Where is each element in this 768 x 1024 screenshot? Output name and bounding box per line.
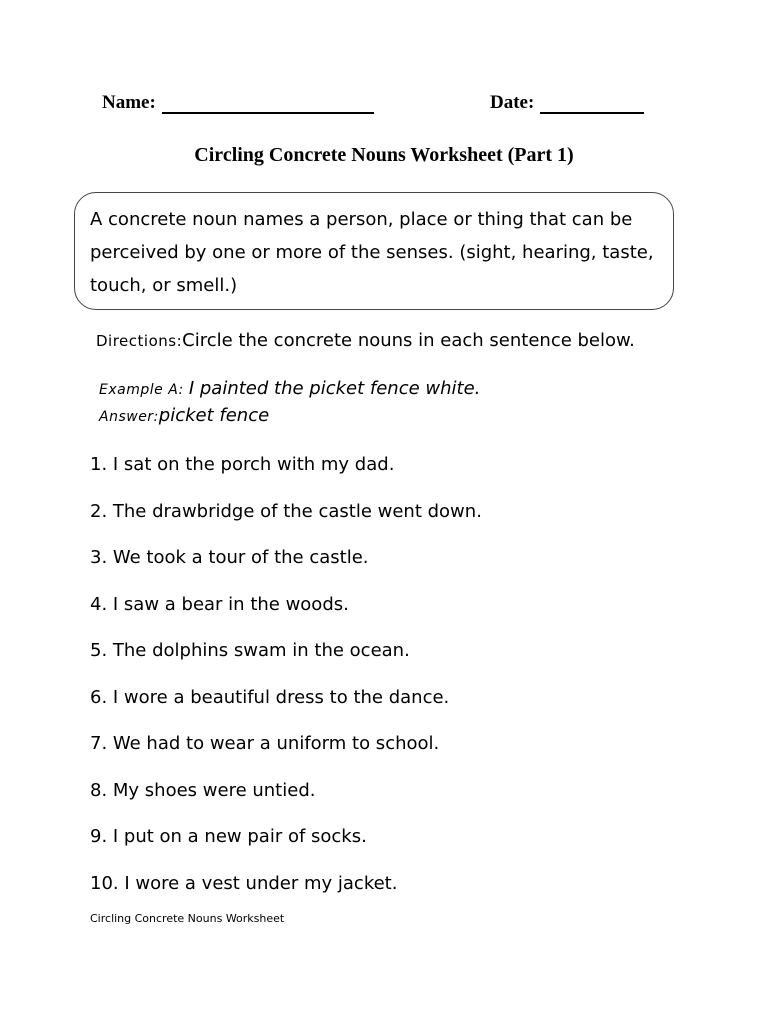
definition-line-1: A concrete noun names a person, place or thing that can be [90, 209, 633, 230]
definition-box [74, 192, 674, 310]
name-blank-line [162, 94, 374, 114]
question-item: 9. I put on a new pair of socks. [90, 826, 367, 847]
answer-label: Answer: [99, 409, 159, 425]
example-a [99, 378, 480, 399]
footer-text: Circling Concrete Nouns Worksheet [90, 912, 285, 925]
name-field [102, 92, 374, 114]
question-item: 10. I wore a vest under my jacket. [90, 872, 398, 894]
question-list [90, 452, 482, 917]
question-item: 4. I saw a bear in the woods. [90, 593, 349, 615]
date-field [490, 92, 644, 114]
directions [96, 330, 635, 351]
question-item: 8. My shoes were untied. [90, 779, 316, 801]
example-sentence: I painted the picket fence white. [188, 378, 481, 399]
date-blank-line [540, 94, 644, 114]
question-item: 5. The dolphins swam in the ocean. [90, 640, 410, 661]
question-item: 7. We had to wear a uniform to school. [90, 733, 440, 754]
answer-text: picket fence [158, 405, 270, 426]
name-label: Name: [102, 92, 156, 113]
directions-text: Circle the concrete nouns in each sentence below. [182, 330, 635, 351]
question-item: 3. We took a tour of the castle. [90, 547, 369, 568]
question-item: 2. The drawbridge of the castle went down. [90, 500, 482, 522]
definition-line-3: touch, or smell.) [90, 275, 238, 296]
question-item: 1. I sat on the porch with my dad. [90, 454, 395, 475]
directions-label: Directions: [96, 332, 183, 350]
example-label: Example A: [99, 382, 184, 398]
worksheet-header [102, 92, 662, 120]
question-item: 6. I wore a beautiful dress to the dance. [90, 686, 450, 708]
definition-line-2: perceived by one or more of the senses. (sight, hearing, taste, [90, 242, 654, 263]
example-answer [99, 405, 269, 426]
date-label: Date: [490, 92, 535, 113]
worksheet-title: Circling Concrete Nouns Worksheet (Part 1) [194, 144, 574, 166]
